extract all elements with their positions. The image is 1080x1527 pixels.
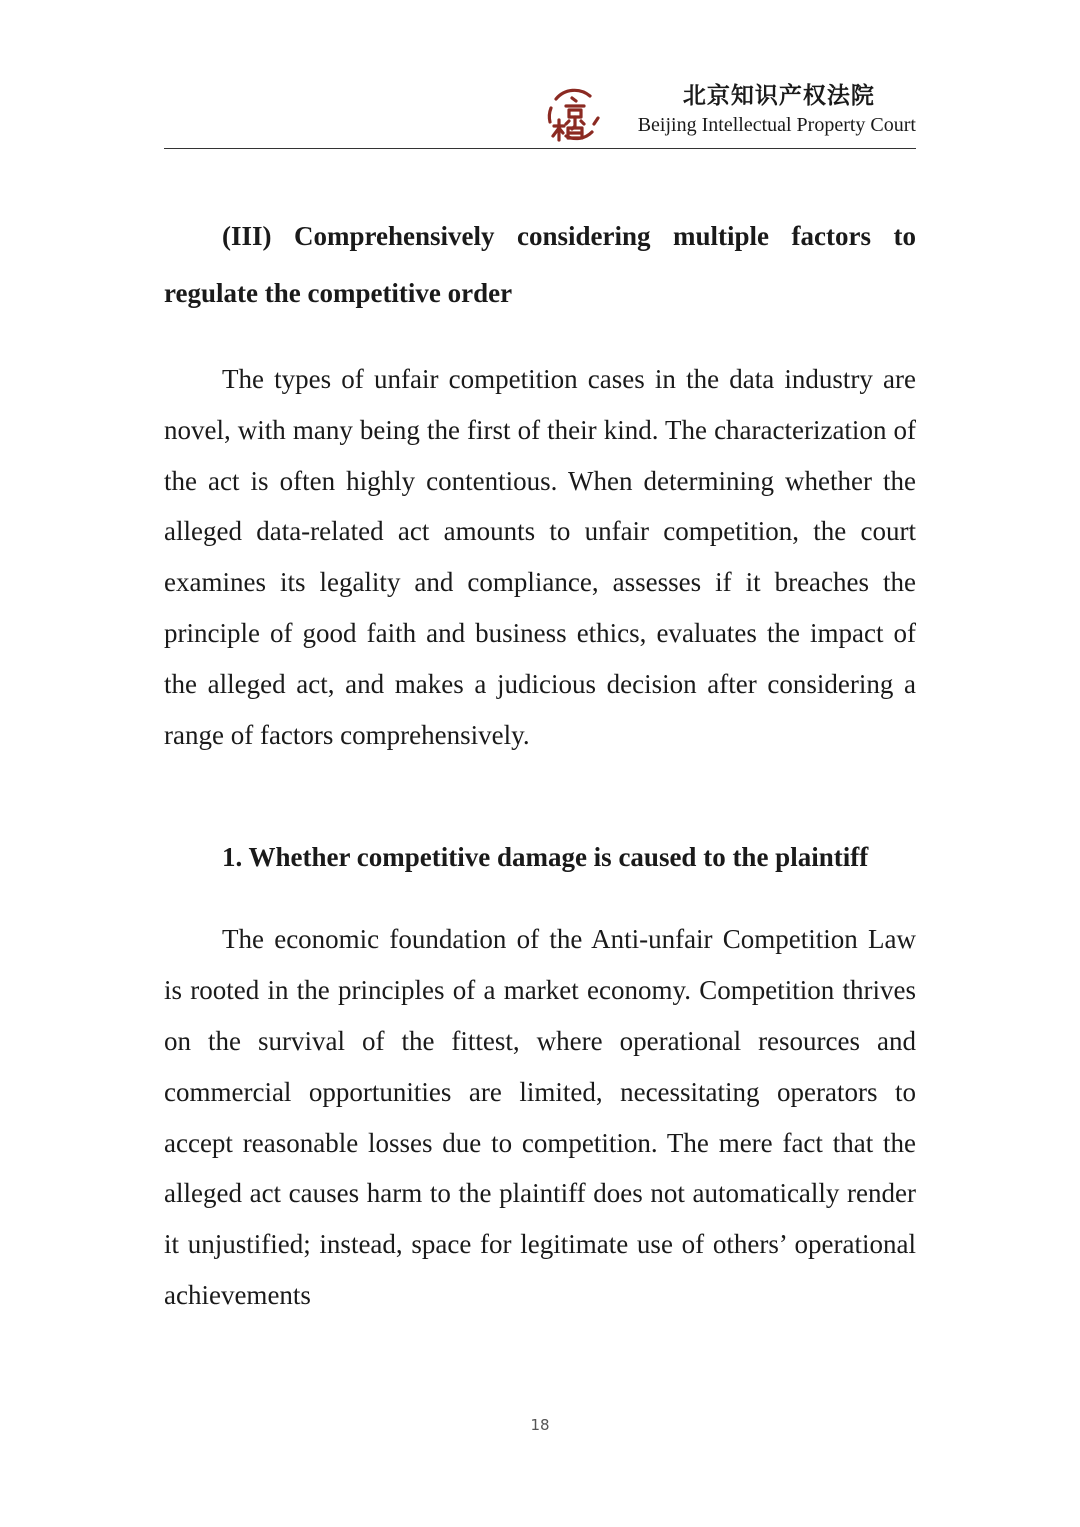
spacer <box>164 322 916 354</box>
header-title-block <box>638 80 916 138</box>
subsection-paragraph: The economic foundation of the Anti-unfair Competition Law is rooted in the principles of a market economy. Competition thrives on the survival of the fittest, where operational resources and commercial opportunities are limited, necessitating operators to accept reasonable losses due to competition. The mere fact that the alleged act causes harm to the plaintiff does not automatically render it unjustified; instead, space for legitimate use of others’ operational achievements <box>164 924 916 1310</box>
page-number: 18 <box>530 1416 550 1434</box>
court-name-chinese: 北京知识产权法院 <box>682 83 875 109</box>
spacer <box>164 882 916 914</box>
court-name-english: Beijing Intellectual Property Court <box>637 114 916 136</box>
document-body <box>164 208 916 1321</box>
spacer <box>164 760 916 832</box>
court-seal-logo-icon <box>542 84 604 146</box>
subsection-heading: 1. Whether competitive damage is caused to the plaintiff <box>222 842 869 873</box>
page-header <box>164 80 916 149</box>
section-heading: (III) Comprehensively considering multiple factors to regulate the competitive order <box>164 221 916 308</box>
intro-paragraph: The types of unfair competition cases in the data industry are novel, with many being the first of their kind. The characterization of the act is often highly contentious. When determining whether the alleged data-related act amounts to unfair competition, the court examines its legality and compliance, assesses if it breaches the principle of good faith and business ethics, evaluates the impact of the alleged act, and makes a judicious decision after considering a range of factors comprehensively. <box>164 364 916 750</box>
